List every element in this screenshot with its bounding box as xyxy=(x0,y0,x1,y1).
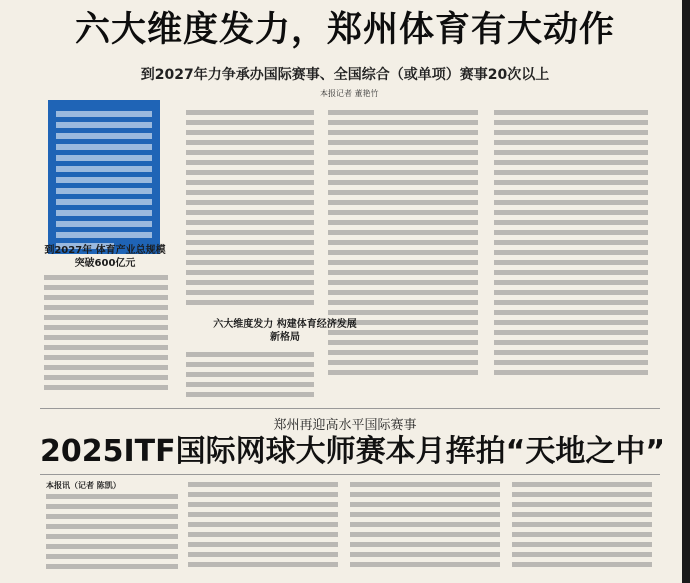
story2-kicker: 郑州再迎高水平国际赛事 xyxy=(273,418,417,433)
story2-body-col1 xyxy=(46,494,178,574)
story1-section-head-2: 六大维度发力 构建体育经济发展新格局 xyxy=(213,319,357,343)
story2-headline: 2025ITF国际网球大师赛本月挥拍“天地之中” xyxy=(40,434,666,469)
story-divider xyxy=(40,408,660,409)
story1-body-col2b xyxy=(186,352,314,402)
scan-edge xyxy=(682,0,690,583)
story2-body-col2 xyxy=(188,482,338,572)
story1-body-col1 xyxy=(44,275,168,395)
story1-body-col2 xyxy=(186,110,314,310)
story1-byline: 本报记者 董艳竹 xyxy=(320,89,379,98)
story2-byline: 本报讯（记者 陈凯） xyxy=(46,480,121,490)
story1-section-head-1: 到2027年 体育产业总规模突破600亿元 xyxy=(44,245,166,269)
story1-subheadline: 到2027年力争承办国际赛事、全国综合（或单项）赛事20次以上 xyxy=(140,67,550,83)
story1-body-col4 xyxy=(494,110,648,380)
story1-headline: 六大维度发力，郑州体育有大动作 xyxy=(74,10,615,50)
story2-body-col4 xyxy=(512,482,652,572)
lead-summary-box xyxy=(48,100,160,254)
story2-body-col3 xyxy=(350,482,500,572)
story2-rule xyxy=(40,474,660,475)
